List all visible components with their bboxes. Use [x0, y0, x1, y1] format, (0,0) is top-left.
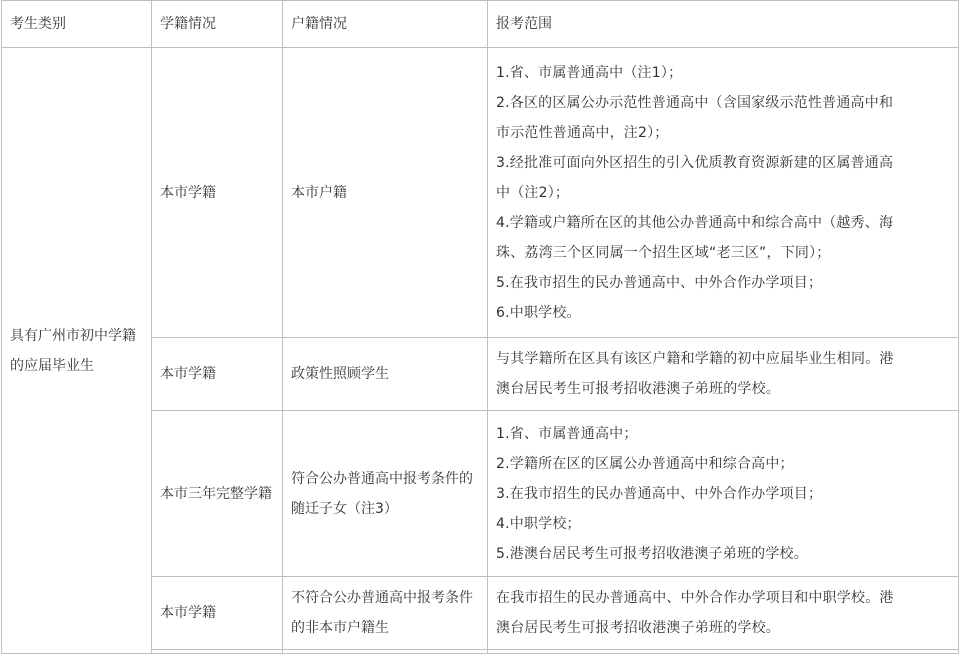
scope-cell [488, 48, 959, 338]
scope-line: 1.省、市属普通高中（注1）； [496, 64, 683, 81]
header-category: 考生类别 [2, 1, 152, 48]
registry-cell: 本市户籍 [283, 48, 488, 338]
registry-cell: 不符合公办普通高中报考条件的非本市户籍生 [283, 577, 488, 650]
scope-line: 3.经批准可面向外区招生的引入优质教育资源新建的区属普通高 [496, 154, 894, 171]
scope-line: 澳台居民考生可报考招收港澳子弟班的学校。 [496, 381, 780, 397]
scope-line: 4.中职学校； [496, 515, 581, 532]
scope-line: 2.各区的区属公办示范性普通高中（含国家级示范性普通高中和 [496, 94, 894, 111]
header-scope: 报考范围 [488, 1, 959, 48]
scope-cell [488, 338, 959, 411]
scope-line: 市示范性普通高中，注2）； [496, 124, 669, 141]
category-cell: 具有广州市初中学籍的应届毕业生 [2, 48, 152, 654]
scope-line: 6.中职学校。 [496, 304, 581, 321]
status-cell: 本市三年完整学籍 [152, 411, 283, 577]
scope-line: 澳台居民考生可报考招收港澳子弟班的学校。 [496, 620, 780, 636]
status-cell: 本市学籍 [152, 577, 283, 650]
scope-line: 3.在我市招生的民办普通高中、中外合作办学项目； [496, 485, 823, 502]
status-cell: 本市学籍 [152, 48, 283, 338]
scope-line: 在我市招生的民办普通高中、中外合作办学项目和中职学校。港 [496, 590, 894, 606]
header-row [2, 1, 959, 48]
scope-line: 1.省、市属普通高中； [496, 425, 638, 442]
registry-cell [283, 650, 488, 654]
status-cell: 本市学籍 [152, 338, 283, 411]
scope-line: 5.在我市招生的民办普通高中、中外合作办学项目； [496, 274, 823, 291]
scope-line: 与其学籍所在区具有该区户籍和学籍的初中应届毕业生相同。港 [496, 351, 894, 367]
scope-cell [488, 577, 959, 650]
table-row [2, 48, 959, 338]
status-cell [152, 650, 283, 654]
scope-line: 4.学籍或户籍所在区的其他公办普通高中和综合高中（越秀、海 [496, 214, 894, 231]
admission-scope-table [1, 0, 959, 654]
registry-cell: 政策性照顾学生 [283, 338, 488, 411]
scope-line: 5.港澳台居民考生可报考招收港澳子弟班的学校。 [496, 545, 808, 562]
scope-cell [488, 411, 959, 577]
scope-cell [488, 650, 959, 654]
scope-line: 2.学籍所在区的区属公办普通高中和综合高中； [496, 455, 794, 472]
scope-line: 中（注2）； [496, 184, 570, 201]
scope-line: 珠、荔湾三个区同属一个招生区域“老三区”，下同）； [496, 244, 831, 261]
header-registry: 户籍情况 [283, 1, 488, 48]
header-status: 学籍情况 [152, 1, 283, 48]
registry-cell: 符合公办普通高中报考条件的随迁子女（注3） [283, 411, 488, 577]
